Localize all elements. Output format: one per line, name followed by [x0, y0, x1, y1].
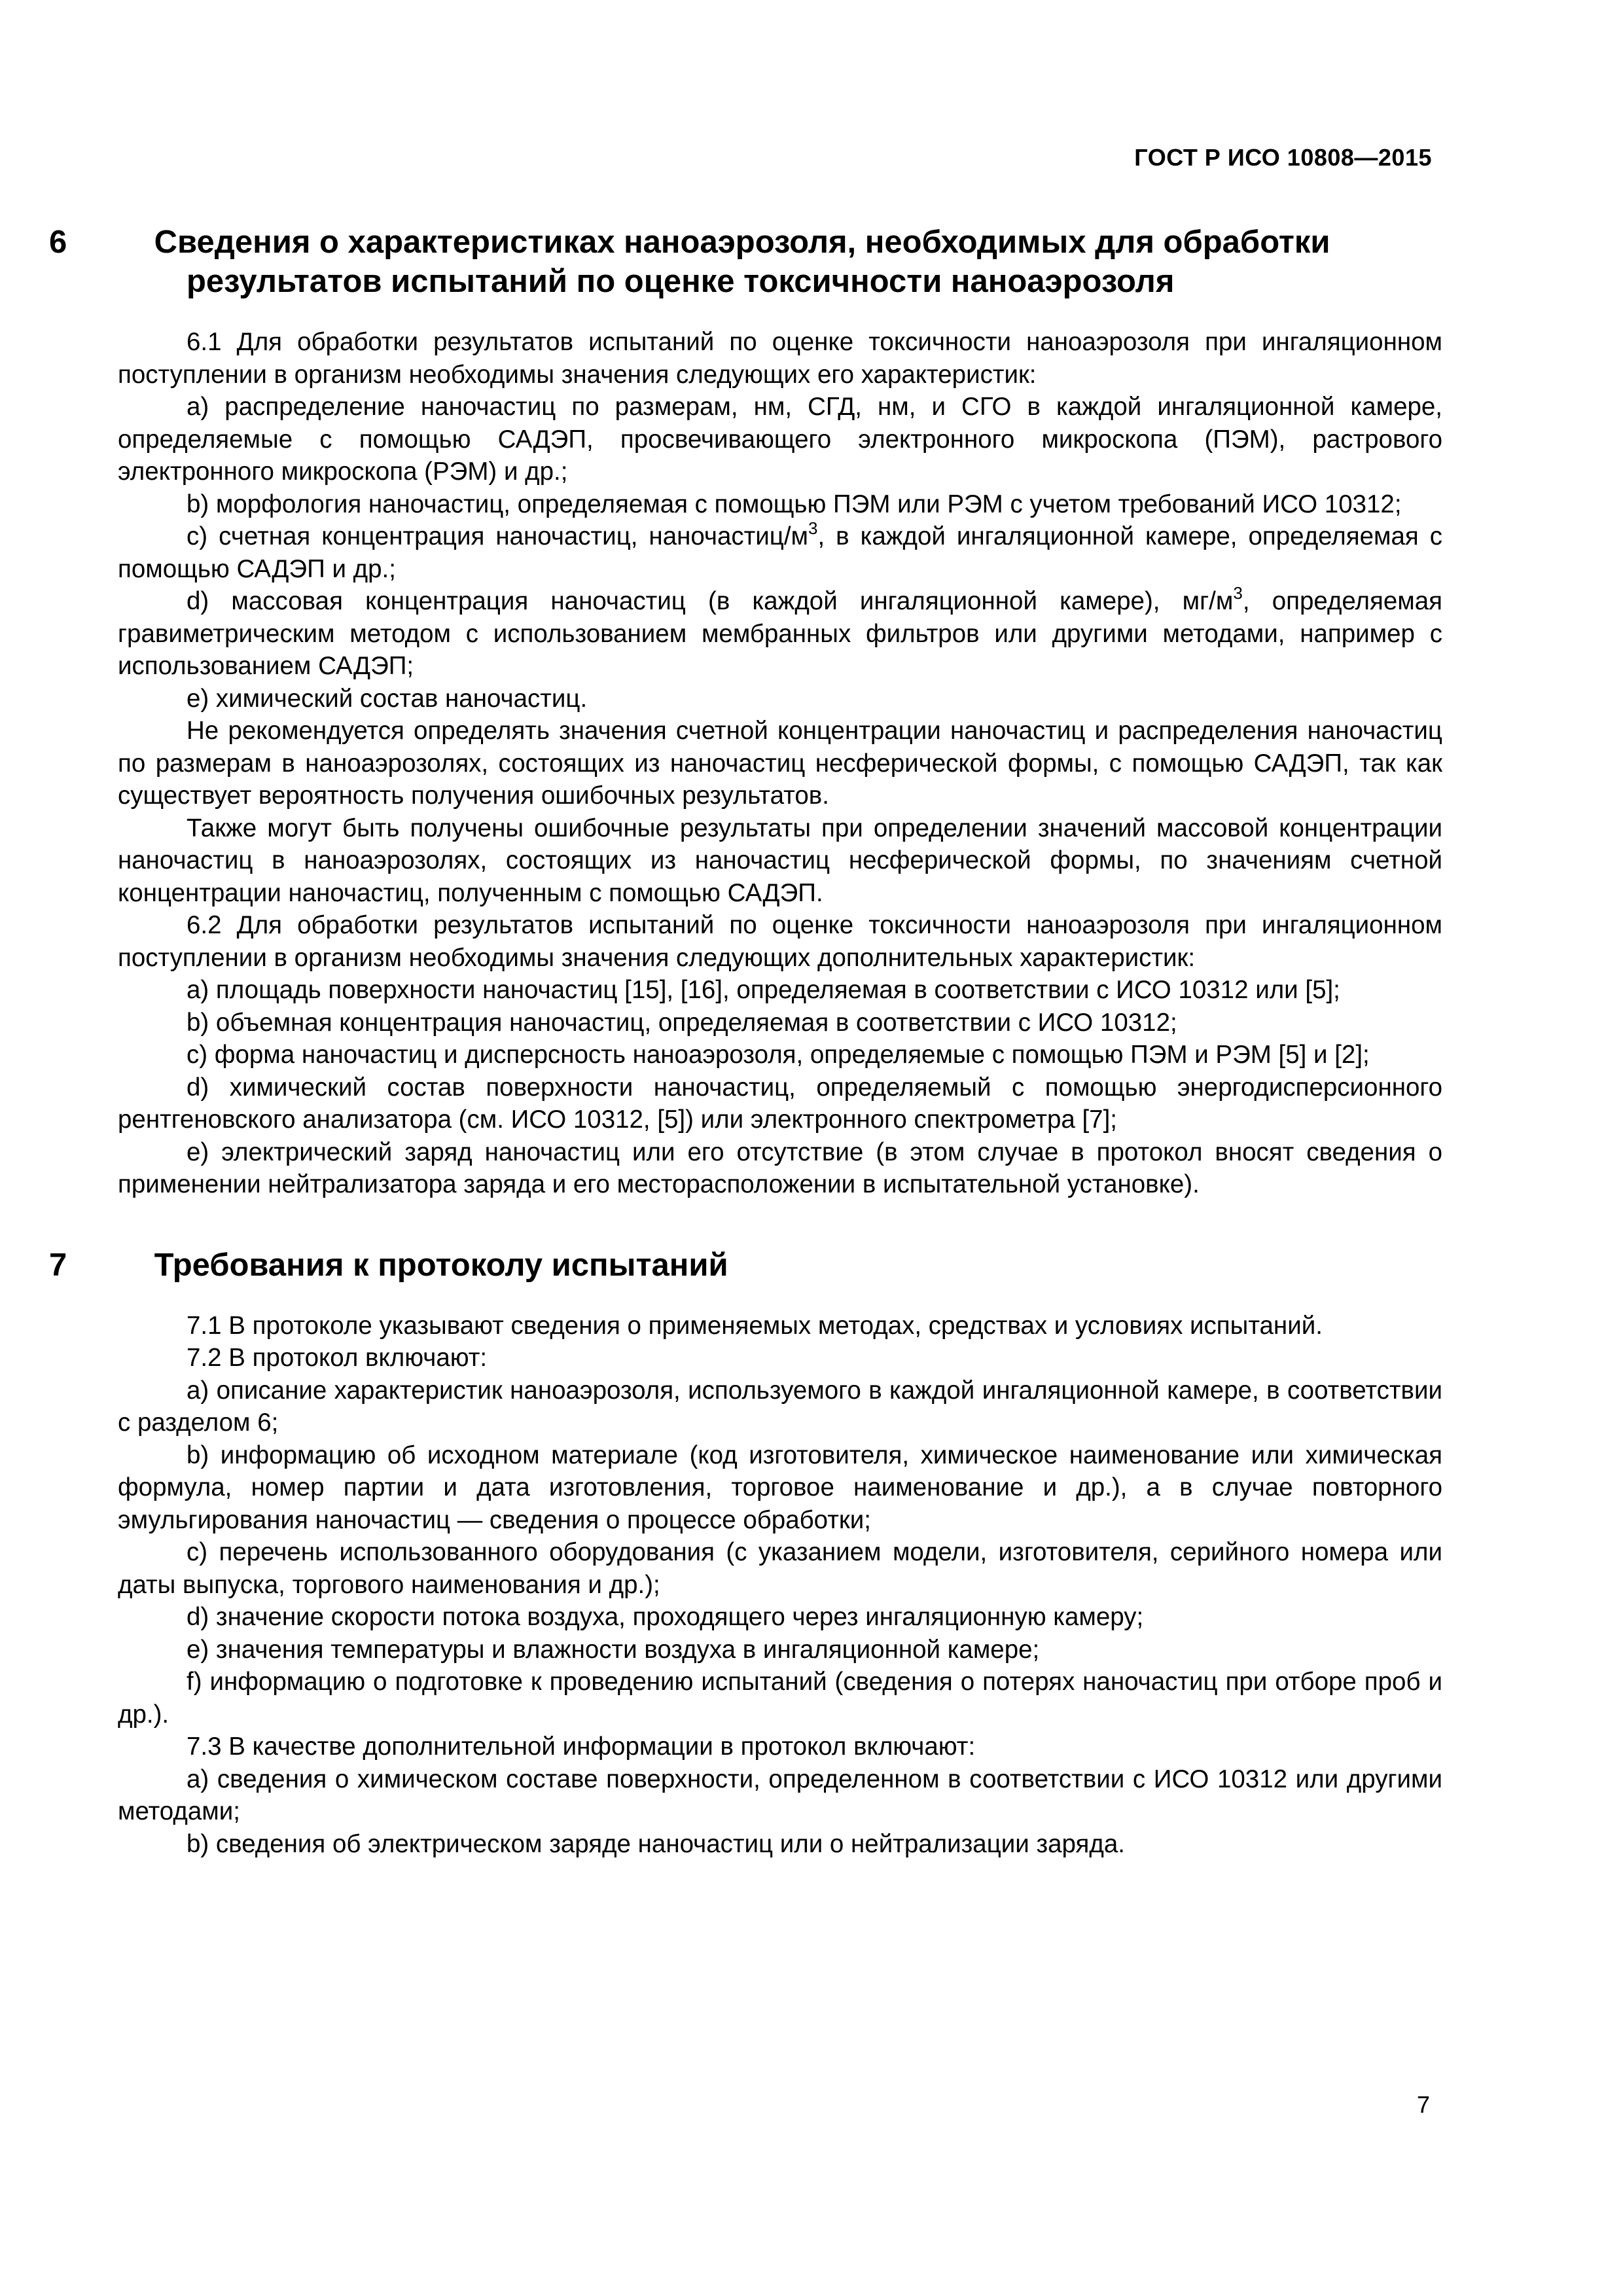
list-item-6-1-d — [118, 585, 1442, 683]
section-7-heading — [49, 1246, 1442, 1285]
paragraph-7-2: 7.2 В протокол включают: — [187, 1344, 488, 1372]
list-item-7-3-a: а) сведения о химическом составе поверхности, определенном в соответствии с ИСО 10312 или другими методами; — [118, 1765, 1442, 1825]
list-item-6-2-d: d) химический состав поверхности наночастиц, определяемый с помощью энергодисперсионного рентгеновского анализатора (см. ИСО 10312, [5]) или электронного спектрометра [7]; — [118, 1073, 1442, 1134]
paragraph-7-3: 7.3 В качестве дополнительной информации в протокол включают: — [187, 1732, 976, 1761]
text-fragment: , определяемая гравиметрическим методом с использованием мембранных фильтров или другими методами, например с использованием САДЭП; — [118, 587, 1442, 680]
list-item-7-2-a: а) описание характеристик наноаэрозоля, используемого в каждой ингаляционной камере, в соответствии с разделом 6; — [118, 1376, 1442, 1437]
list-item-7-2-d: d) значение скорости потока воздуха, проходящего через ингаляционную камеру; — [187, 1603, 1144, 1631]
text-fragment: с) счетная концентрация наночастиц, наночастиц/м — [187, 522, 809, 550]
note-paragraph-1: Не рекомендуется определять значения счетной концентрации наночастиц и распределения наночастиц по размерам в наноаэрозолях, состоящих из наночастиц несферической формы, с помощью САДЭП, так как существует вероятность получения ошибочных результатов. — [118, 717, 1442, 810]
list-item-6-2-c: с) форма наночастиц и дисперсность наноаэрозоля, определяемые с помощью ПЭМ и РЭМ [5] и [2]; — [187, 1041, 1370, 1069]
list-item-7-2-c: с) перечень использованного оборудования (с указанием модели, изготовителя, серийного номера или даты выпуска, торгового наименования и др.); — [118, 1538, 1442, 1599]
list-item-6-2-a: а) площадь поверхности наночастиц [15], [16], определяемая в соответствии с ИСО 10312 или [5]; — [187, 976, 1340, 1004]
section-number: 7 — [49, 1247, 67, 1283]
document-code: ГОСТ Р ИСО 10808—2015 — [1134, 144, 1432, 171]
section-6-heading — [49, 223, 1442, 301]
section-title: Требования к протоколу испытаний — [154, 1247, 728, 1283]
list-item-6-1-c — [118, 520, 1442, 585]
list-item-6-2-b: b) объемная концентрация наночастиц, определяемая в соответствии с ИСО 10312; — [187, 1008, 1177, 1037]
superscript: 3 — [808, 518, 818, 539]
text-fragment: , в каждой ингаляционной камере, определяемая с помощью САДЭП и др.; — [118, 522, 1442, 583]
list-item-7-2-e: е) значения температуры и влажности воздуха в ингаляционной камере; — [187, 1635, 1040, 1664]
text-fragment: d) массовая концентрация наночастиц (в каждой ингаляционной камере), мг/м — [187, 587, 1234, 615]
list-item-6-2-e: е) электрический заряд наночастиц или его отсутствие (в этом случае в протокол вносят сведения о применении нейтрализатора заряда и его месторасположении в испытательной установке). — [118, 1138, 1442, 1198]
list-item-7-3-b: b) сведения об электрическом заряде наночастиц или о нейтрализации заряда. — [187, 1829, 1125, 1858]
page-number: 7 — [1416, 2091, 1430, 2118]
list-item-6-1-a: а) распределение наночастиц по размерам, нм, СГД, нм, и СГО в каждой ингаляционной камере, определяемые с помощью САДЭП, просвечивающего электронного микроскопа (ПЭМ), растрового электронного микроскопа (РЭМ) и др.; — [118, 393, 1442, 486]
superscript: 3 — [1233, 583, 1243, 603]
list-item-6-1-e: е) химический состав наночастиц. — [187, 684, 588, 713]
section-number: 6 — [49, 224, 67, 260]
section-title: Сведения о характеристиках наноаэрозоля, необходимых для обработки результатов испытаний по оценке токсичности наноаэрозоля — [154, 224, 1330, 299]
note-paragraph-2: Также могут быть получены ошибочные результаты при определении значений массовой концентрации наночастиц в наноаэрозолях, состоящих из наночастиц несферической формы, по значениям счетной концентрации наночастиц, полученным с помощью САДЭП. — [118, 814, 1442, 907]
paragraph-6-2: 6.2 Для обработки результатов испытаний по оценке токсичности наноаэрозоля при ингаляционном поступлении в организм необходимы значения следующих дополнительных характеристик: — [118, 911, 1442, 972]
list-item-7-2-b: b) информацию об исходном материале (код изготовителя, химическое наименование или химическая формула, номер партии и дата изготовления, торговое наименование и др.), а в случае повторного эмульгирования наночастиц — сведения о процессе обработки; — [118, 1441, 1442, 1534]
paragraph-7-1: 7.1 В протоколе указывают сведения о применяемых методах, средствах и условиях испытаний. — [187, 1311, 1323, 1340]
page-content — [49, 223, 1442, 1860]
paragraph-6-1: 6.1 Для обработки результатов испытаний по оценке токсичности наноаэрозоля при ингаляционном поступлении в организм необходимы значения следующих его характеристик: — [118, 328, 1442, 389]
list-item-6-1-b: b) морфология наночастиц, определяемая с помощью ПЭМ или РЭМ с учетом требований ИСО 10312; — [187, 490, 1402, 518]
list-item-7-2-f: f) информацию о подготовке к проведению испытаний (сведения о потерях наночастиц при отборе проб и др.). — [118, 1668, 1442, 1729]
